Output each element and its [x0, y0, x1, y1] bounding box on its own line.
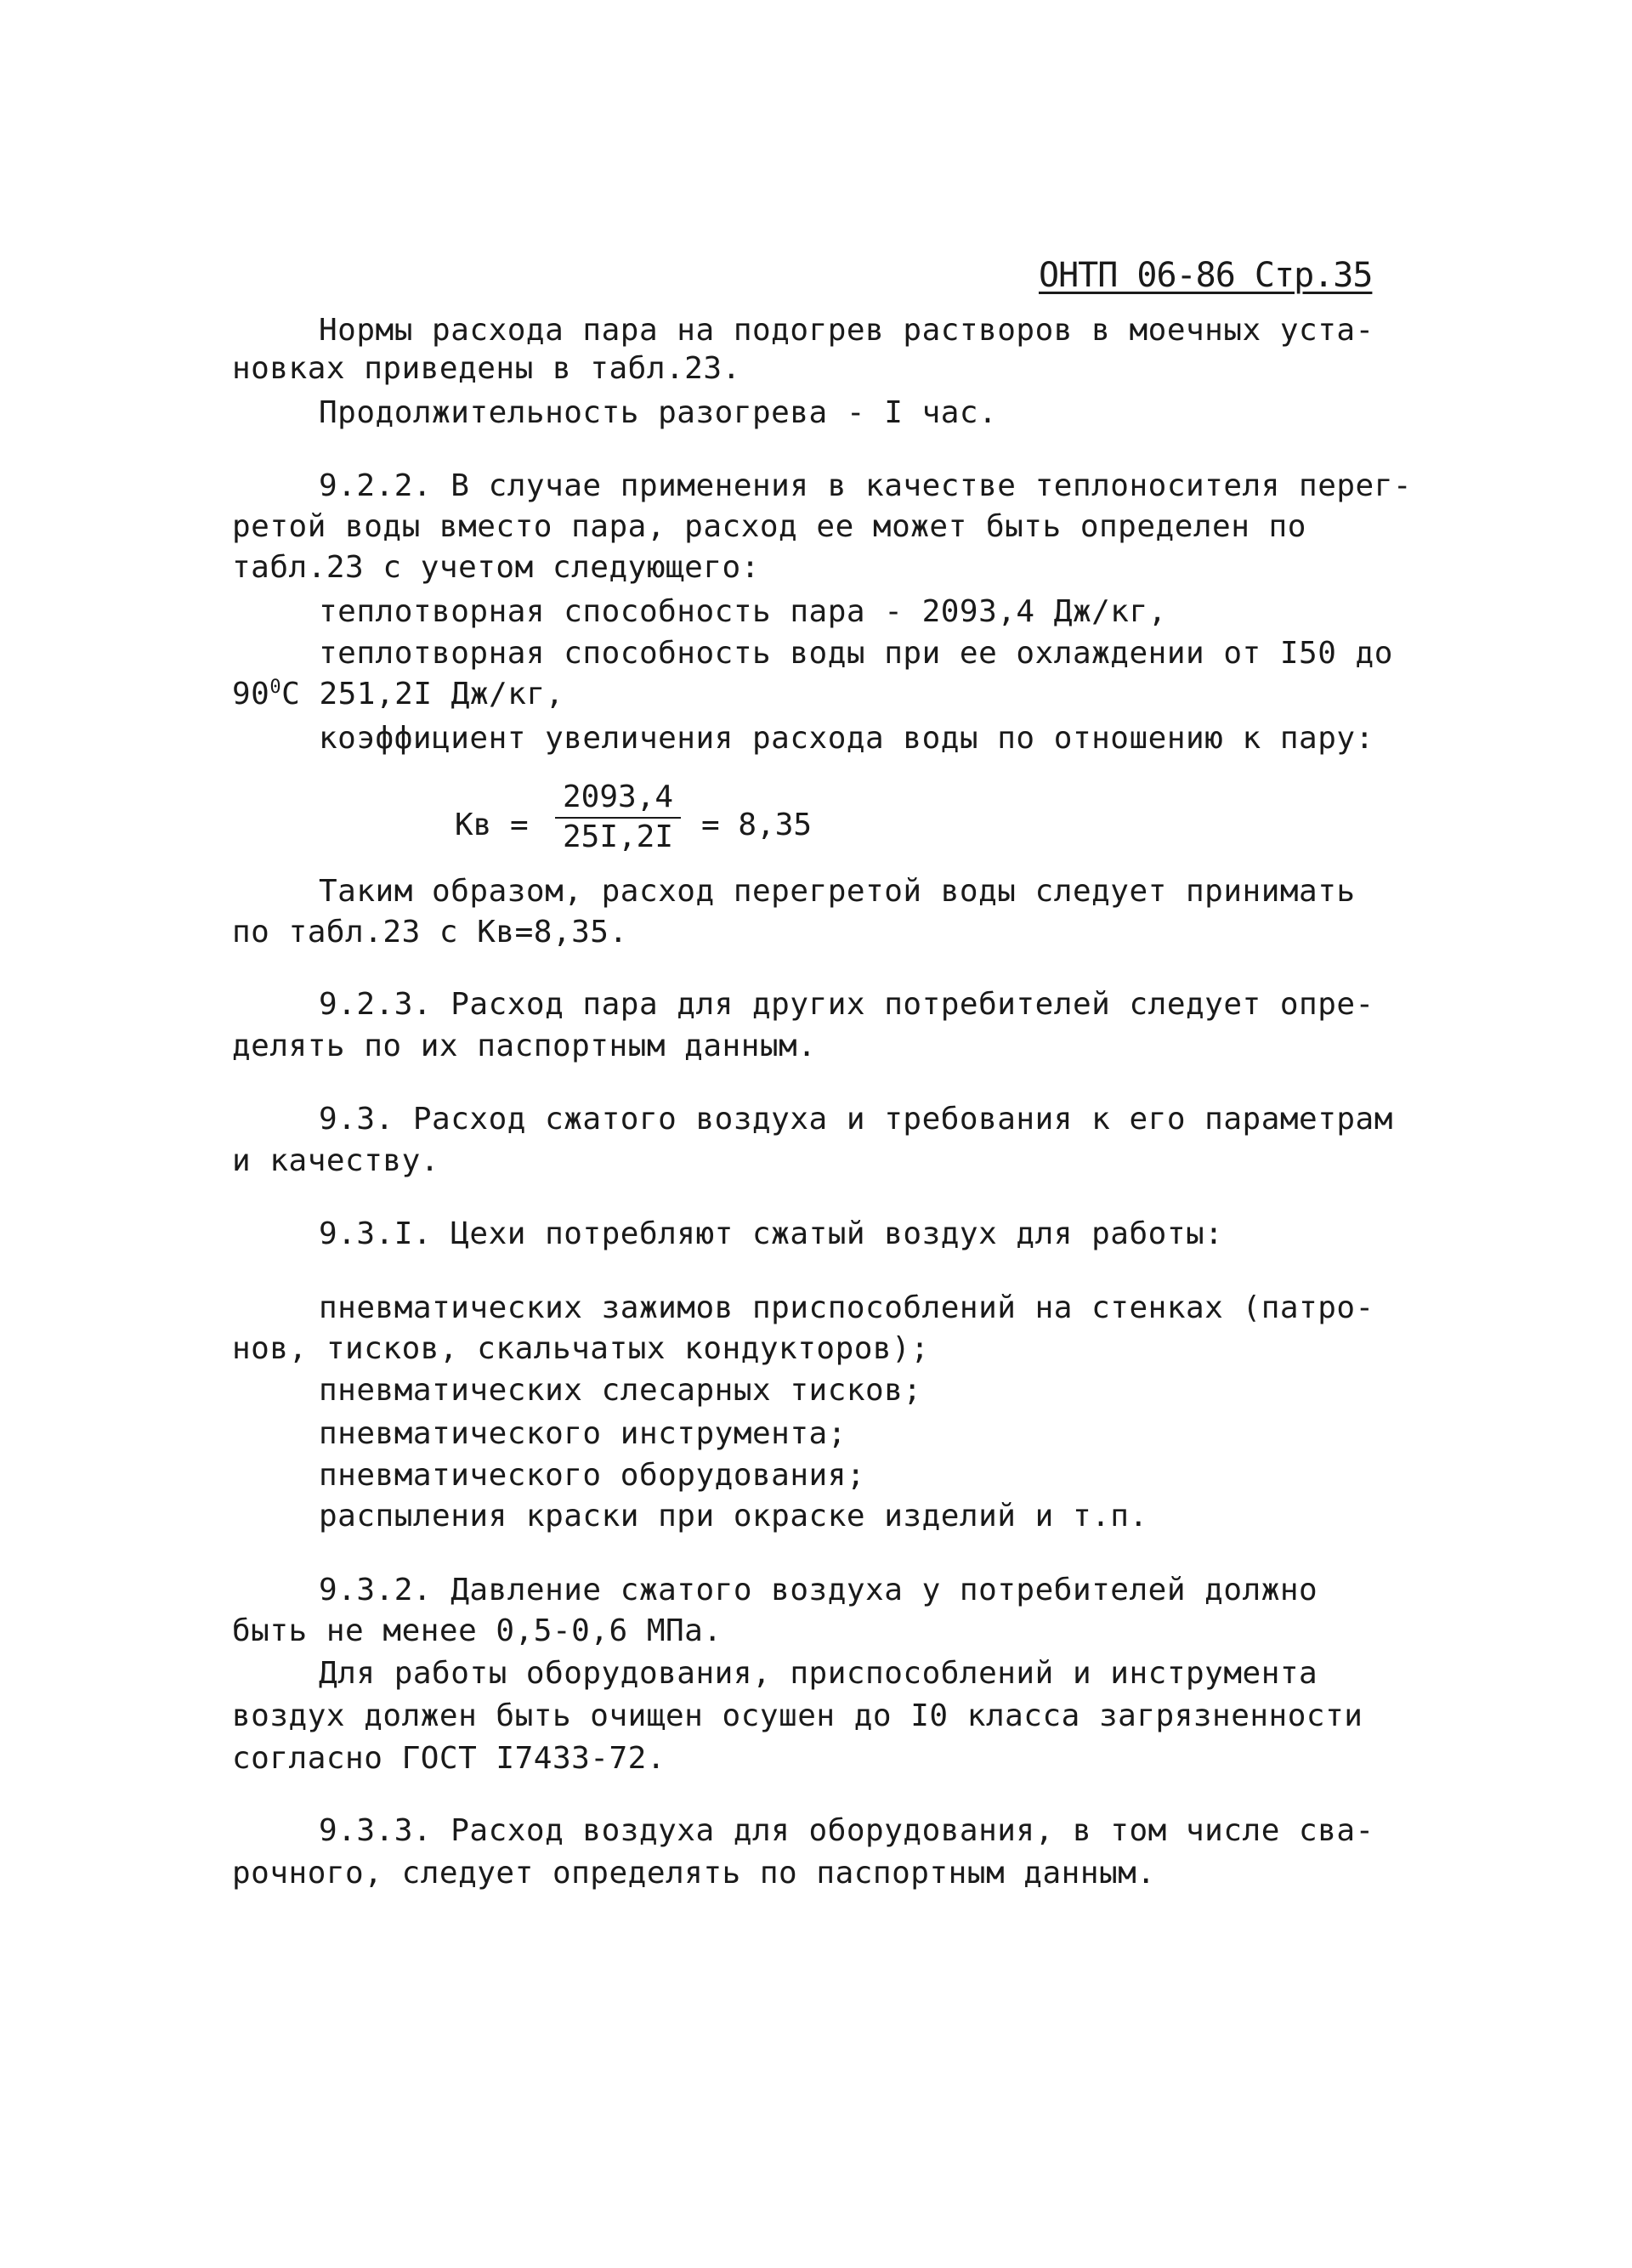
text-line-with-superscript: [232, 674, 564, 715]
text-line: рочного, следует определять по паспортным данным.: [232, 1856, 1156, 1891]
list-item-continuation: нов, тисков, скальчатых кондукторов);: [232, 1331, 930, 1366]
formula-lhs: Кв =: [455, 808, 529, 842]
text-line: Нормы расхода пара на подогрев растворов в моечных уста-: [319, 313, 1374, 348]
text-line: быть не менее 0,5-0,6 МПа.: [232, 1613, 722, 1648]
text-line: Для работы оборудования, приспособлений и инструмента: [319, 1656, 1318, 1691]
text-line: воздух должен быть очищен осушен до I0 класса загрязненности: [232, 1698, 1363, 1733]
text-line: согласно ГОСТ I7433-72.: [232, 1741, 666, 1776]
coefficient-formula: [455, 778, 897, 871]
text-fragment: С 251,2I Дж/кг,: [281, 677, 564, 712]
text-line: и качеству.: [232, 1143, 439, 1178]
text-line: теплотворная способность воды при ее охлаждении от I50 до: [319, 636, 1393, 671]
list-item: пневматического оборудования;: [319, 1458, 866, 1493]
section-9-2-2-heading-line: 9.2.2. В случае применения в качестве теплоносителя перег-: [319, 468, 1413, 503]
degree-superscript: 0: [269, 677, 282, 698]
text-line: табл.23 с учетом следующего:: [232, 550, 760, 585]
formula-rhs: = 8,35: [701, 808, 813, 842]
document-reference-header: ОНТП 06-86 Стр.35: [1039, 256, 1373, 295]
text-line: Таким образом, расход перегретой воды следует принимать: [319, 874, 1356, 909]
formula-numerator: 2093,4: [562, 780, 674, 814]
section-9-3-2-heading-line: 9.3.2. Давление сжатого воздуха у потребителей должно: [319, 1573, 1318, 1607]
text-line: ретой воды вместо пара, расход ее может быть определен по: [232, 509, 1306, 544]
list-item: пневматических зажимов приспособлений на стенках (патро-: [319, 1290, 1374, 1325]
section-9-3-heading-line: 9.3. Расход сжатого воздуха и требования к его параметрам: [319, 1102, 1393, 1137]
text-line: теплотворная способность пара - 2093,4 Дж/кг,: [319, 594, 1167, 629]
section-9-2-3-heading-line: 9.2.3. Расход пара для других потребителей следует опре-: [319, 987, 1374, 1022]
formula-denominator: 25I,2I: [562, 819, 674, 854]
text-line: по табл.23 с Кв=8,35.: [232, 915, 628, 950]
list-item: пневматического инструмента;: [319, 1416, 847, 1451]
list-item: пневматических слесарных тисков;: [319, 1373, 922, 1408]
section-9-3-3-heading-line: 9.3.3. Расход воздуха для оборудования, в том числе сва-: [319, 1813, 1374, 1848]
text-line: новках приведены в табл.23.: [232, 351, 741, 386]
list-item: распыления краски при окраске изделий и т.п.: [319, 1499, 1148, 1534]
section-9-3-1-heading-line: 9.3.I. Цехи потребляют сжатый воздух для работы:: [319, 1216, 1224, 1251]
formula-fraction: [550, 778, 686, 856]
text-line: Продолжительность разогрева - I час.: [319, 395, 998, 430]
text-line: делять по их паспортным данным.: [232, 1029, 817, 1063]
text-fragment: 90: [232, 677, 270, 712]
text-line: коэффициент увеличения расхода воды по отношению к пару:: [319, 721, 1374, 756]
